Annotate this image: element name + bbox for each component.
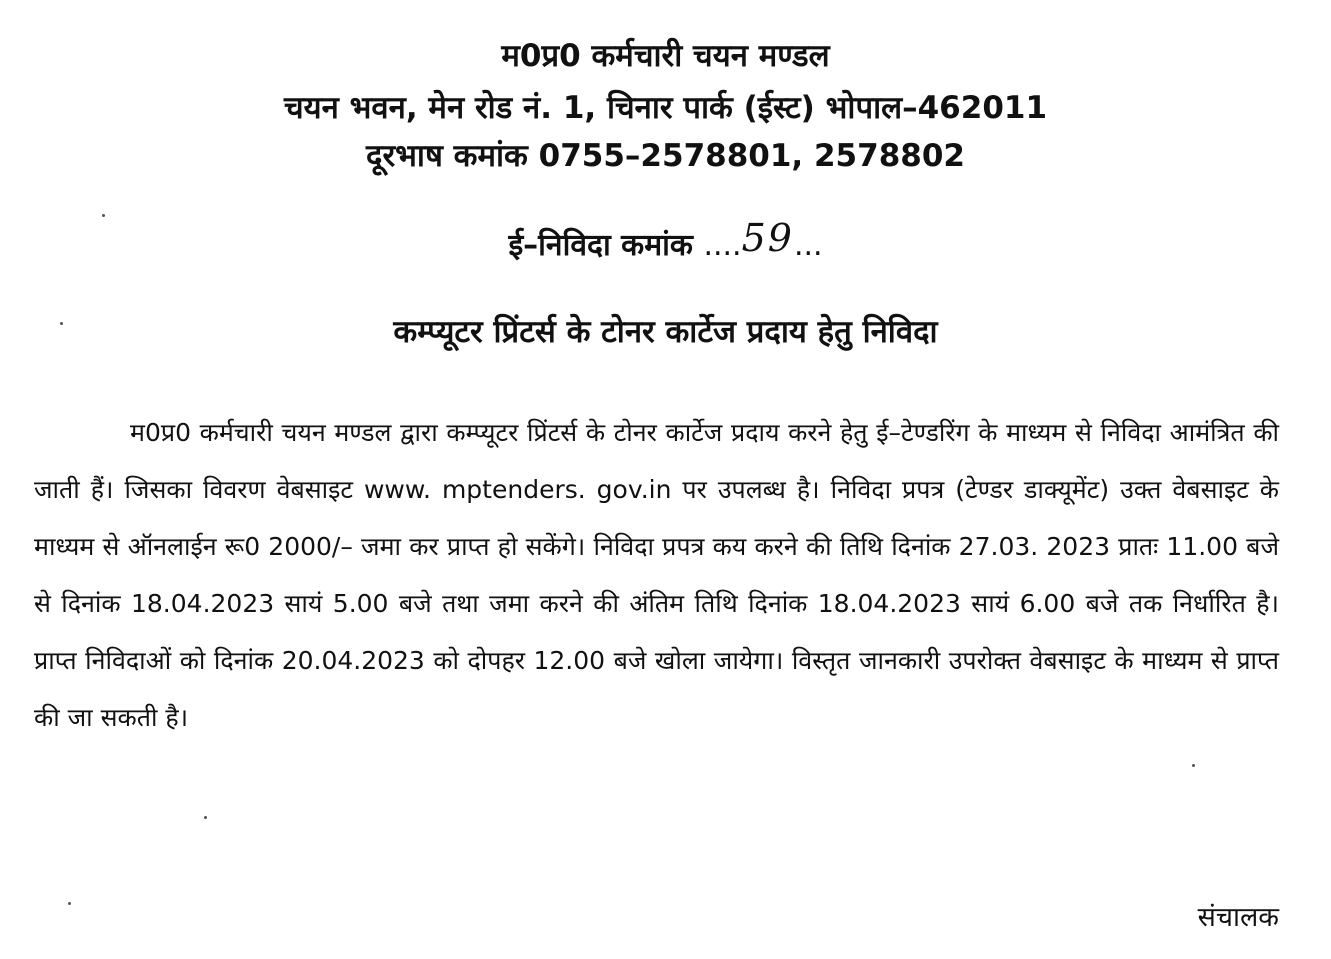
scan-speck xyxy=(68,902,71,905)
scan-speck xyxy=(60,322,63,325)
tender-subject: कम्प्यूटर प्रिंटर्स के टोनर कार्टेज प्रदाय हेतु निविदा xyxy=(393,314,938,350)
organization-name: म0प्र0 कर्मचारी चयन मण्डल xyxy=(501,38,830,74)
scan-speck xyxy=(102,214,105,217)
signatory-title: संचालक xyxy=(1197,902,1279,933)
organization-address: चयन भवन, मेन रोड नं. 1, चिनार पार्क (ईस्ट) भोपाल–462011 xyxy=(283,90,1048,126)
tender-number-line xyxy=(0,216,1331,266)
organization-phone: दूरभाष कमांक 0755–2578801, 2578802 xyxy=(366,138,965,174)
tender-body-paragraph: म0प्र0 कर्मचारी चयन मण्डल द्वारा कम्प्यूटर प्रिंटर्स के टोनर कार्टेज प्रदाय करने हेतु ई–टेण्डरिंग के माध्यम से निविदा आमंत्रित की जाती हैं। जिसका विवरण वेबसाइट www. mptenders. gov.in पर उपलब्ध है। निविदा प्रपत्र (टेण्डर डाक्यूमेंट) उक्त वेबसाइट के माध्यम से ऑनलाईन रू0 2000/– जमा कर प्राप्त हो सकेंगे। निविदा प्रपत्र कय करने की तिथि दिनांक 27.03. 2023 प्रातः 11.00 बजे से दिनांक 18.04.2023 सायं 5.00 बजे तथा जमा करने की अंतिम तिथि दिनांक 18.04.2023 सायं 6.00 बजे तक निर्धारित है। प्राप्त निविदाओं को दिनांक 20.04.2023 को दोपहर 12.00 बजे खोला जायेगा। विस्तृत जानकारी उपरोक्त वेबसाइट के माध्यम से प्राप्त की जा सकती है। xyxy=(34,418,1279,732)
tender-number-label: ई–निविदा कमांक xyxy=(508,228,693,263)
tender-number-handwritten: 59 xyxy=(741,216,794,260)
scan-speck xyxy=(204,816,207,819)
scan-speck xyxy=(1192,764,1195,767)
tender-number-dots-after: ... xyxy=(793,228,823,263)
tender-number-dots-before: .... xyxy=(703,228,742,263)
